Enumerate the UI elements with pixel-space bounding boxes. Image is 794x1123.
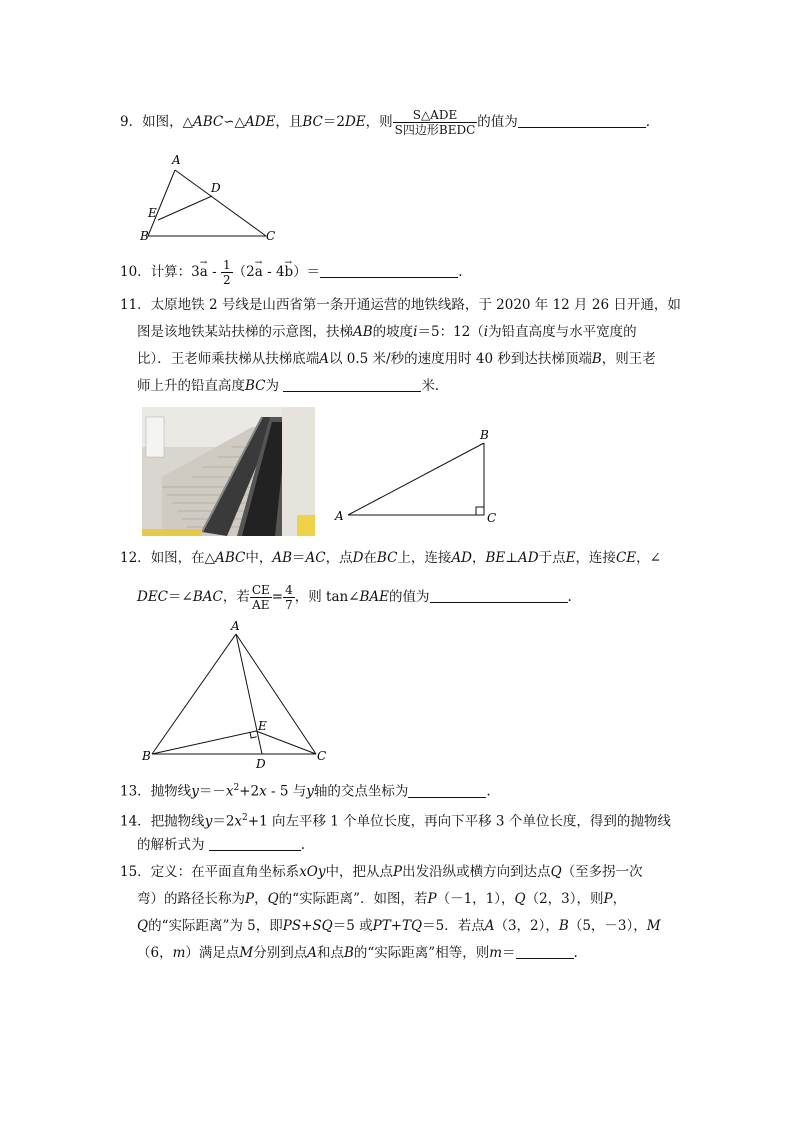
q14-line2: 的解析式为 . (137, 837, 306, 853)
q12-fraction-4-7: $\frac{4}{7}$ (285, 583, 293, 612)
q15-answer-blank[interactable] (516, 944, 574, 959)
q12-line2: DEC＝∠BAC，若 $\frac{CE}{AE}$ = $\frac{4}{7}$ ，则 tan∠BAE的值为 . (137, 583, 572, 612)
q15-line4: （6，m）满足点M分别到点A和点B的“实际距离”相等，则m＝ . (137, 945, 578, 961)
q12-line1: 12．如图，在△ABC中，AB＝AC，点D在BC上，连接AD，BE⊥AD于点E，连接CE，∠ (120, 550, 661, 566)
q11-line3: 比）．王老师乘扶梯从扶梯底端A以 0.5 米/秒的速度用时 40 秒到达扶梯顶端B，则王老 (137, 351, 656, 367)
q9-label-e: E (148, 206, 157, 220)
q13-answer-blank[interactable] (408, 783, 486, 798)
q11-answer-blank[interactable] (283, 377, 421, 392)
q9-label-a: A (172, 153, 181, 167)
q13-stem: 13．抛物线$y=-x^2+2x - 5$ 与y轴的交点坐标为 . (120, 783, 491, 800)
q15-line1: 15．定义：在平面直角坐标系xOy中，把从点P出发沿纵或横方向到达点Q（至多拐一次 (120, 864, 643, 880)
q12-fraction-ce-ae: $\frac{CE}{AE}$ (251, 583, 270, 612)
q15-line2: 弯）的路径长称为P，Q的“实际距离”．如图，若P（－1，1），Q（2，3），则P， (137, 891, 627, 907)
q9-label-c: C (266, 229, 276, 243)
q10-answer-blank[interactable] (320, 263, 458, 278)
q15-line3: Q的“实际距离”为 5，即PS+SQ＝5 或PT+TQ＝5．若点A（3，2），B（5，－3），M (137, 918, 661, 934)
q14-line1: 14．把抛物线$y=2x^2+1$ 向左平移 1 个单位长度，再向下平移 3 个单位长度，得到的抛物线 (120, 813, 671, 830)
q11-line4: 师上升的铅直高度BC为 米． (137, 378, 449, 394)
q11-label-b: B (480, 428, 489, 442)
q9-stem: 9．如图，△ABC∽△ADE，且BC＝2DE，则 $\frac{\text{S△ADE}}{\text{S四边形BEDC}}$ 的值为 . (120, 108, 651, 137)
q12-label-c: C (317, 749, 327, 763)
q9-label-d: D (211, 181, 221, 195)
q9-answer-blank[interactable] (518, 113, 646, 128)
q12-label-e: E (258, 719, 267, 733)
q12-label-b: B (142, 749, 151, 763)
q10-fraction: $\frac{1}{2}$ (223, 258, 231, 287)
escalator-photo (142, 407, 315, 536)
q11-label-c: C (487, 511, 497, 525)
q12-label-d: D (256, 757, 266, 770)
q11-right-triangle-figure (330, 425, 505, 530)
q11-line2: 图是该地铁某站扶梯的示意图，扶梯AB的坡度i＝5：12（i为铅直高度与水平宽度的 (137, 324, 637, 340)
q9-triangle-figure (138, 150, 278, 245)
q9-label-b: B (140, 229, 149, 243)
q11-line1: 11．太原地铁 2 号线是山西省第一条开通运营的地铁线路，于 2020 年 12 月 26 日开通，如 (120, 297, 681, 313)
q9-fraction: $\frac{\text{S△ADE}}{\text{S四边形BEDC}}$ (394, 108, 476, 137)
q10-stem: 10．计算：3→ a - $\frac{1}{2}$ （2→ a - 4→ b）＝ . (120, 258, 462, 287)
q11-label-a: A (335, 509, 344, 523)
q12-answer-blank[interactable] (430, 588, 568, 603)
q14-answer-blank[interactable] (209, 836, 301, 851)
q12-triangle-figure (138, 618, 333, 770)
q12-label-a: A (231, 619, 240, 633)
